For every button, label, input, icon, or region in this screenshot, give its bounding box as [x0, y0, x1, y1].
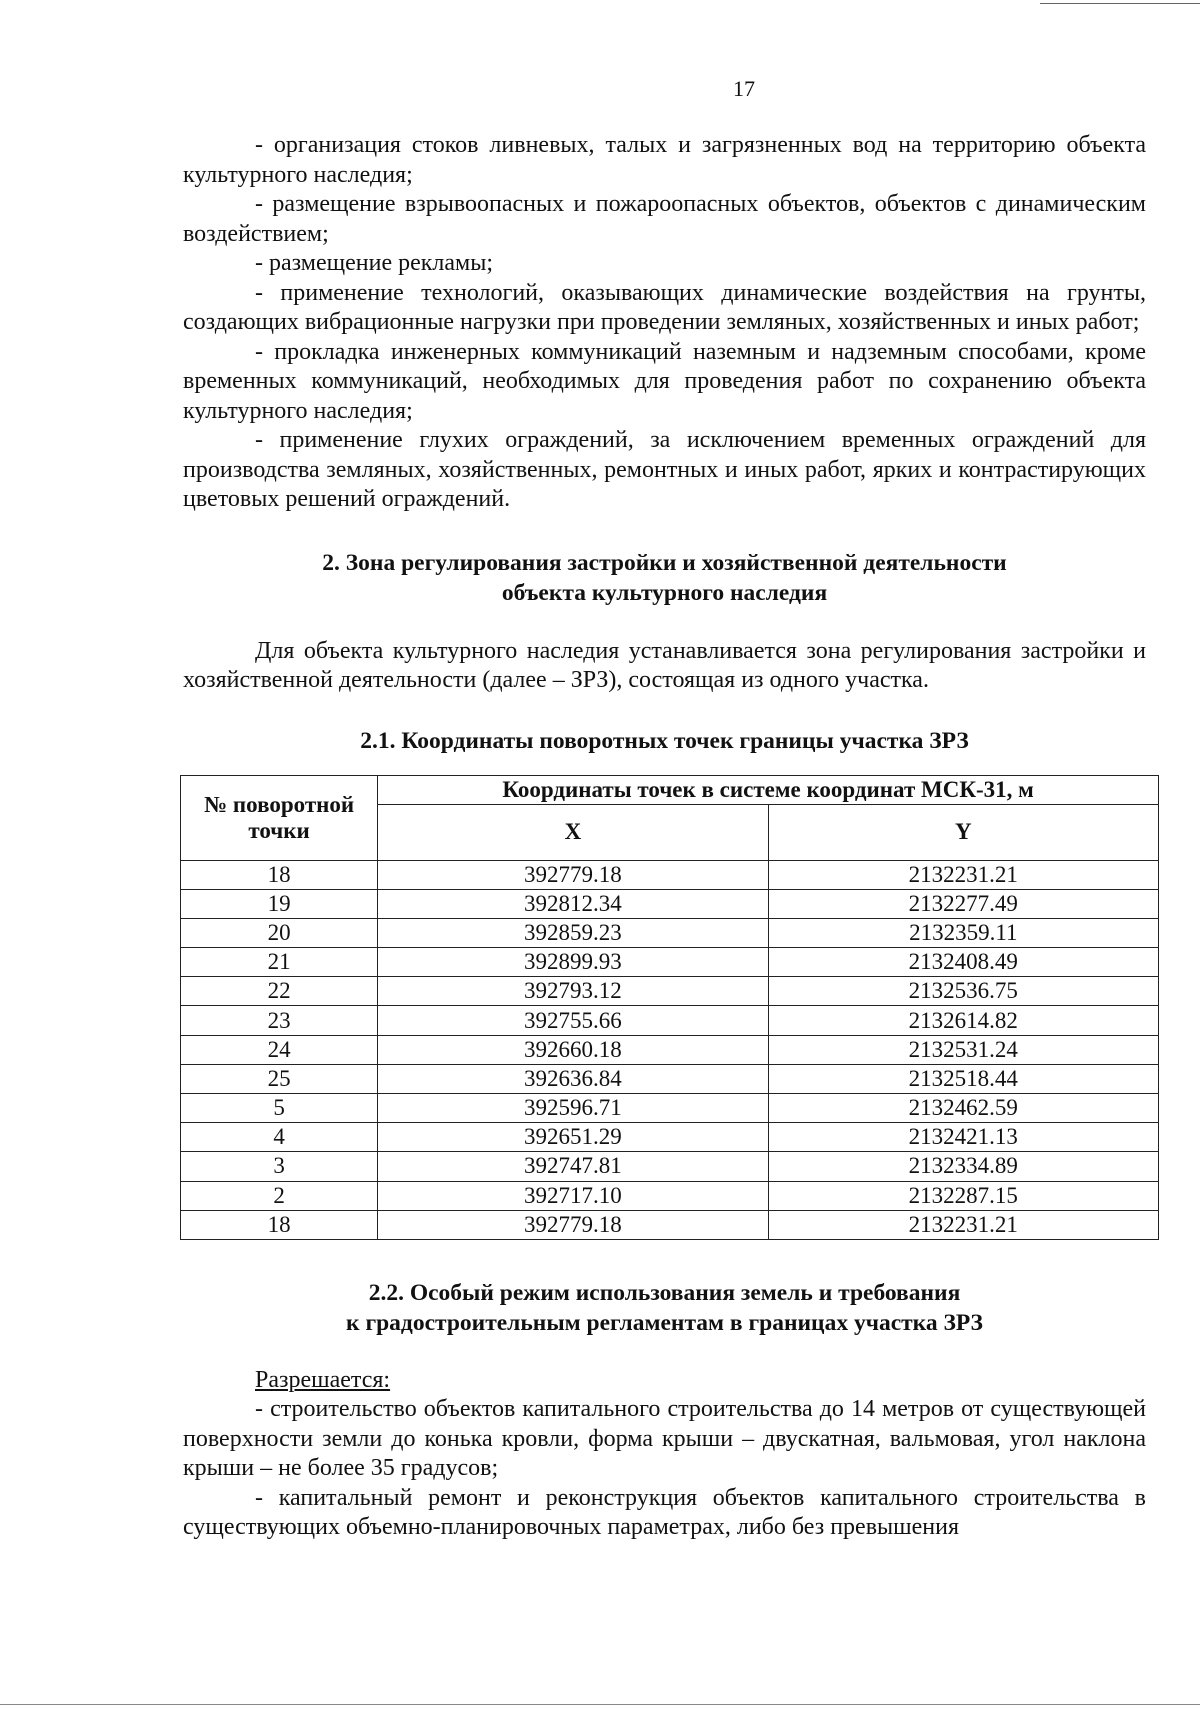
- y-cell: 2132518.44: [768, 1064, 1158, 1093]
- paragraph: - применение глухих ограждений, за исключением временных ограждений для производства земляных, хозяйственных, ремонтных и иных работ, ярких и контрастирующих цветовых решений ограждений.: [183, 427, 1146, 512]
- table-row: [181, 1094, 1159, 1123]
- heading-line: 2. Зона регулирования застройки и хозяйственной деятельности: [322, 549, 1007, 576]
- paragraph: - размещение рекламы;: [255, 250, 494, 276]
- paragraph: - строительство объектов капитального строительства до 14 метров от существующей поверхности земли до конька кровли, форма крыши – двускатная, вальмовая, угол наклона крыши – не более 35 градусов;: [183, 1396, 1146, 1482]
- x-cell: 392717.10: [378, 1181, 768, 1210]
- y-cell: 2132359.11: [768, 918, 1158, 947]
- table-row: [181, 1006, 1159, 1035]
- heading-line: 2.2. Особый режим использования земель и требования: [368, 1279, 961, 1306]
- allowed-label: Разрешается:: [255, 1366, 391, 1393]
- table-row: [181, 1064, 1159, 1093]
- heading-line: к градостроительным регламентам в границах участка ЗРЗ: [346, 1309, 983, 1336]
- paragraph: - размещение взрывоопасных и пожароопасных объектов, объектов с динамическим воздействием;: [183, 191, 1146, 247]
- x-cell: 392660.18: [378, 1035, 768, 1064]
- table-row: [181, 889, 1159, 918]
- point-number-cell: 2: [181, 1181, 378, 1210]
- point-number-cell: 18: [181, 860, 378, 889]
- y-cell: 2132531.24: [768, 1035, 1158, 1064]
- scan-edge-line: [1040, 3, 1200, 4]
- paragraph: - капитальный ремонт и реконструкция объектов капитального строительства в существующих объемно-планировочных параметрах, либо без превышения: [183, 1484, 1146, 1541]
- x-cell: 392899.93: [378, 948, 768, 977]
- section-2-intro: Для объекта культурного наследия устанавливается зона регулирования застройки и хозяйственной деятельности (далее – ЗРЗ), состоящая из одного участка.: [183, 637, 1146, 693]
- paragraph: - прокладка инженерных коммуникаций наземным и надземным способами, кроме временных коммуникаций, необходимых для проведения работ по сохранению объекта культурного наследия;: [183, 338, 1146, 424]
- table-row: [181, 1181, 1159, 1210]
- y-cell: 2132408.49: [768, 948, 1158, 977]
- y-cell: 2132614.82: [768, 1006, 1158, 1035]
- x-cell: 392812.34: [378, 889, 768, 918]
- point-number-cell: 21: [181, 948, 378, 977]
- table-row: [181, 1152, 1159, 1181]
- coordinates-table-body: [181, 860, 1159, 1239]
- point-number-cell: 19: [181, 889, 378, 918]
- x-cell: 392779.18: [378, 1210, 768, 1239]
- point-number-cell: 22: [181, 977, 378, 1006]
- point-number-cell: 3: [181, 1152, 378, 1181]
- point-number-cell: 5: [181, 1094, 378, 1123]
- paragraph: - применение технологий, оказывающих динамические воздействия на грунты, создающих вибрационные нагрузки при проведении земляных, хозяйственных и иных работ;: [183, 279, 1146, 335]
- y-cell: 2132277.49: [768, 889, 1158, 918]
- table-row: [181, 1123, 1159, 1152]
- restrictions-list: [183, 131, 1146, 515]
- point-number-cell: 23: [181, 1006, 378, 1035]
- y-header: Y: [768, 804, 1158, 860]
- point-number-cell: 24: [181, 1035, 378, 1064]
- x-cell: 392859.23: [378, 918, 768, 947]
- document-body: [183, 131, 1146, 1543]
- table-row: [181, 860, 1159, 889]
- table-row: [181, 1210, 1159, 1239]
- point-number-cell: 4: [181, 1123, 378, 1152]
- section-2-heading: [183, 548, 1146, 608]
- x-cell: 392596.71: [378, 1094, 768, 1123]
- y-cell: 2132334.89: [768, 1152, 1158, 1181]
- x-cell: 392755.66: [378, 1006, 768, 1035]
- coordinates-table: [180, 775, 1159, 1240]
- x-cell: 392793.12: [378, 977, 768, 1006]
- y-cell: 2132536.75: [768, 977, 1158, 1006]
- x-cell: 392651.29: [378, 1123, 768, 1152]
- section-2-2-heading: [183, 1278, 1146, 1338]
- scan-edge-line: [0, 1704, 1200, 1705]
- y-cell: 2132287.15: [768, 1181, 1158, 1210]
- y-cell: 2132462.59: [768, 1094, 1158, 1123]
- page-number: 17: [733, 76, 755, 101]
- point-number-cell: 20: [181, 918, 378, 947]
- point-number-cell: 25: [181, 1064, 378, 1093]
- table-row: [181, 918, 1159, 947]
- y-cell: 2132231.21: [768, 1210, 1158, 1239]
- table-row: [181, 1035, 1159, 1064]
- table-row: [181, 948, 1159, 977]
- heading-line: объекта культурного наследия: [501, 579, 828, 606]
- y-cell: 2132421.13: [768, 1123, 1158, 1152]
- table-row: [181, 977, 1159, 1006]
- x-header: X: [378, 804, 768, 860]
- x-cell: 392779.18: [378, 860, 768, 889]
- x-cell: 392747.81: [378, 1152, 768, 1181]
- x-cell: 392636.84: [378, 1064, 768, 1093]
- point-number-header: № поворотной точки: [181, 775, 378, 860]
- section-2-1-heading: 2.1. Координаты поворотных точек границы участка ЗРЗ: [360, 727, 969, 754]
- y-cell: 2132231.21: [768, 860, 1158, 889]
- coordinate-system-header: Координаты точек в системе координат МСК-31, м: [378, 775, 1159, 804]
- point-number-cell: 18: [181, 1210, 378, 1239]
- paragraph: - организация стоков ливневых, талых и загрязненных вод на территорию объекта культурного наследия;: [183, 132, 1146, 188]
